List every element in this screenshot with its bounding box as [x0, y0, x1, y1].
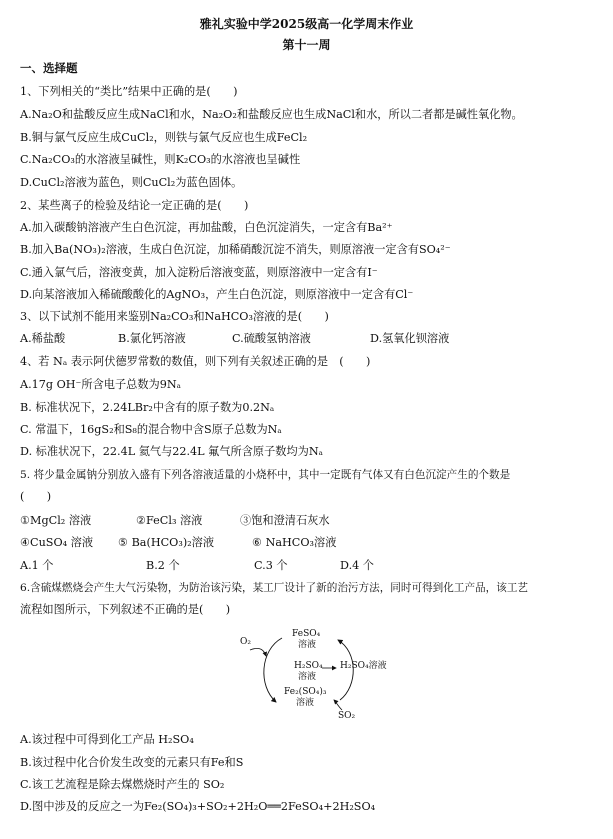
question-5-item-3: ③饱和澄清石灰水 — [240, 514, 330, 527]
question-3-option-b: B.氯化钙溶液 — [118, 332, 186, 345]
question-4-stem: 4、若 Nₐ 表示阿伏德罗常数的数值，则下列有关叙述正确的是 ( ) — [20, 355, 371, 368]
question-2-stem: 2、某些离子的检验及结论一定正确的是( ) — [20, 199, 249, 212]
question-3-stem: 3、以下试剂不能用来鉴别Na₂CO₃和NaHCO₃溶液的是( ) — [20, 310, 329, 323]
question-6-stem-cont: 流程如图所示，下列叙述不正确的是( ) — [20, 603, 231, 616]
question-3-option-d: D.氢氧化钡溶液 — [370, 332, 450, 345]
question-6-option-d: D.图中涉及的反应之一为Fe₂(SO₄)₃+SO₂+2H₂O══2FeSO₄+2H₂SO₄ — [20, 800, 376, 813]
page-title: 雅礼实验中学2025级高一化学周末作业 — [199, 17, 414, 31]
o2-arrow — [250, 648, 266, 656]
question-5-stem: 5. 将少量金属钠分别放入盛有下列各溶液适量的小烧杯中，其中一定既有气体又有白色沉淀产生的个数是 — [20, 469, 511, 481]
question-2-option-d: D.向某溶液加入稀硫酸酸化的AgNO₃，产生白色沉淀，则原溶液中一定含有Cl⁻ — [20, 288, 414, 301]
question-5-item-5: ⑤ Ba(HCO₃)₂溶液 — [118, 536, 215, 549]
sulfur-cycle-diagram — [230, 624, 430, 720]
question-5-option-a: A.1 个 — [20, 559, 54, 572]
label-h2so4-top: H₂SO₄ — [294, 661, 323, 671]
label-o2: O₂ — [240, 637, 251, 647]
question-1-option-a: A.Na₂O和盐酸反应生成NaCl和水，Na₂O₂和盐酸反应也生成NaCl和水，所以二者都是碱性氧化物。 — [20, 108, 523, 121]
left-cycle-arrow — [264, 638, 282, 702]
question-2-option-c: C.通入氯气后，溶液变黄，加入淀粉后溶液变蓝，则原溶液中一定含有I⁻ — [20, 266, 378, 279]
label-h2so4-out: H₂SO₄溶液 — [340, 661, 387, 671]
so2-arrow — [334, 700, 342, 710]
label-feso4-bottom: 溶液 — [298, 640, 317, 650]
question-3-option-a: A.稀盐酸 — [20, 332, 66, 345]
label-fe2so43-bottom: 溶液 — [296, 698, 315, 708]
question-6-option-c: C.该工艺流程是除去煤燃烧时产生的 SO₂ — [20, 778, 225, 791]
question-5-item-1: ①MgCl₂ 溶液 — [20, 514, 92, 527]
question-2-option-b: B.加入Ba(NO₃)₂溶液，生成白色沉淀，加稀硝酸沉淀不消失，则原溶液一定含有SO₄²⁻ — [20, 243, 451, 256]
question-5-item-6: ⑥ NaHCO₃溶液 — [252, 536, 337, 549]
question-1-option-d: D.CuCl₂溶液为蓝色，则CuCl₂为蓝色固体。 — [20, 176, 243, 189]
question-3-option-c: C.硫酸氢钠溶液 — [232, 332, 311, 345]
label-h2so4-bottom: 溶液 — [298, 672, 317, 682]
page-subtitle: 第十一周 — [282, 38, 331, 52]
question-5-option-b: B.2 个 — [146, 559, 180, 572]
question-1-option-b: B.铜与氯气反应生成CuCl₂，则铁与氯气反应也生成FeCl₂ — [20, 131, 308, 144]
question-5-item-2: ②FeCl₃ 溶液 — [136, 514, 203, 527]
question-4-option-b: B. 标准状况下，2.24LBr₂中含有的原子数为0.2Nₐ — [20, 401, 275, 414]
question-1-option-c: C.Na₂CO₃的水溶液呈碱性，则K₂CO₃的水溶液也呈碱性 — [20, 153, 301, 166]
section-heading: 一、选择题 — [20, 61, 78, 75]
question-2-option-a: A.加入碳酸钠溶液产生白色沉淀，再加盐酸，白色沉淀消失，一定含有Ba²⁺ — [20, 221, 393, 234]
question-5-stem-cont: ( ) — [20, 490, 52, 503]
label-fe2so43-top: Fe₂(SO₄)₃ — [284, 687, 327, 697]
question-6-stem: 6.含硫煤燃烧会产生大气污染物，为防治该污染，某工厂设计了新的治污方法，同时可得到化工产品，该工艺 — [20, 582, 529, 594]
question-6-option-b: B.该过程中化合价发生改变的元素只有Fe和S — [20, 756, 244, 769]
label-feso4-top: FeSO₄ — [292, 629, 321, 639]
question-6-option-a: A.该过程中可得到化工产品 H₂SO₄ — [20, 733, 194, 746]
question-1-stem: 1、下列相关的“类比”结果中正确的是( ) — [20, 85, 238, 98]
label-so2: SO₂ — [338, 711, 356, 720]
question-4-option-d: D. 标准状况下，22.4L 氦气与22.4L 氟气所含原子数均为Nₐ — [20, 445, 323, 458]
question-5-option-c: C.3 个 — [254, 559, 288, 572]
question-4-option-c: C. 常温下，16gS₂和S₈的混合物中含S原子总数为Nₐ — [20, 423, 282, 436]
question-5-item-4: ④CuSO₄ 溶液 — [20, 536, 94, 549]
question-4-option-a: A.17g OH⁻所含电子总数为9Nₐ — [20, 378, 181, 391]
question-5-option-d: D.4 个 — [340, 559, 374, 572]
